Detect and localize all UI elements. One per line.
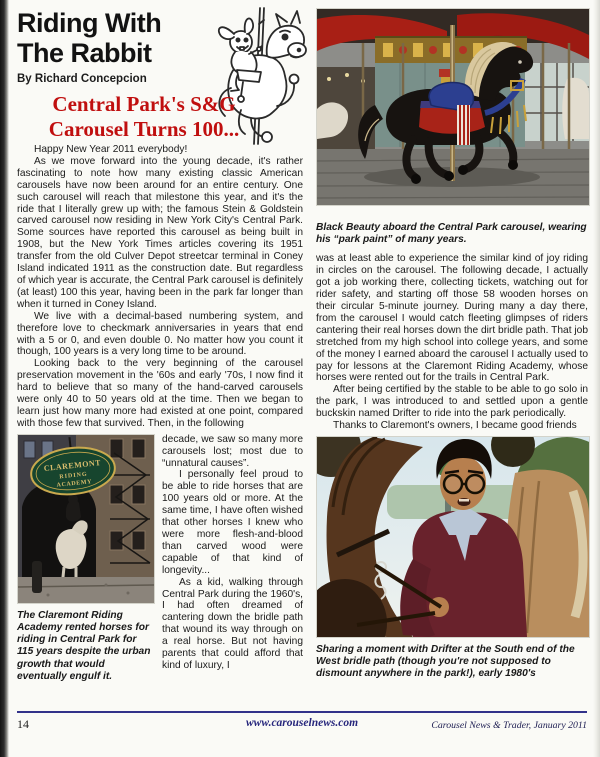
paragraph: We live with a decimal-based numbering system, and therefore love to checkmark anniversaries in years that end with a 5 or 0, and even double 0. No matter how you count it though, 100 years is a very long time to be around. <box>17 310 303 358</box>
column2-body <box>316 253 588 432</box>
paragraph: As a kid, walking through Central Park during the 1960's, I had often dreamed of cantering down the bridle path that wound its way through on a real horse. But not having parents that could afford that kind of luxury, I <box>162 576 303 671</box>
column1-body <box>17 144 303 430</box>
paragraph: Thanks to Claremont's owners, I became good friends <box>333 420 577 432</box>
paragraph: Happy New Year 2011 everybody! <box>34 144 188 155</box>
masthead <box>17 8 303 144</box>
footer-issue: Carousel News & Trader, January 2011 <box>431 720 587 731</box>
paragraph: As we move forward into the young decade, it's rather fascinating to note how many existing classic American carousels have now been around for an entire century. One such carousel will reach that milestone this year, and it's the ride that I literally grew up with; the famous Stein & Goldstein carved carousel now residing in New York City's Central Park. Some sources have reported this carousel as being built in 1908, but the New York Times articles covering its 1951 transfer from the old Culver Depot streetcar terminal in Coney Island indicated 1911 as the construction date. But regardless of which year is accurate, the Central Park carousel is definitely (at least) 100 this year, having been in the park far longer than when it turned in Coney Island. <box>17 155 303 310</box>
drifter-photo <box>316 436 590 638</box>
right-column <box>316 8 588 681</box>
byline: By Richard Concepcion <box>17 73 147 85</box>
paragraph: I personally feel proud to be able to ride horses that are 100 years old or more. At the same time, I have often wished that other horses I knew who were more flesh-and-blood than carved wood were capable of that kind of longevity... <box>162 469 303 576</box>
title-line-1: Riding With <box>17 8 162 38</box>
sign-text-academy: ACADEMY <box>56 478 93 489</box>
sign-text-riding: RIDING <box>59 471 88 481</box>
page-footer <box>17 711 587 732</box>
scan-right-edge <box>593 0 600 757</box>
photo-text-wrap <box>17 434 303 683</box>
black-beauty-carousel-photo <box>316 8 590 206</box>
section-heading-line-1: Central Park's S&G <box>52 92 236 116</box>
paragraph: decade, we saw so many more carousels lost; most due to “unnatural causes”. <box>162 433 303 469</box>
claremont-figure <box>17 434 153 683</box>
paragraph: Looking back to the very beginning of the carousel preservation movement in the '60s and early '70s, I now find it hard to believe that so many of the hand-carved carousels were only 40 to 50 years old at the time. Then we began to learn just how many more had existed at one point, compared with those few that survived. Then, in the following <box>17 358 303 429</box>
left-column <box>17 8 303 683</box>
claremont-riding-academy-photo <box>17 434 155 604</box>
black-beauty-caption: Black Beauty aboard the Central Park carousel, wearing his “park paint” of many years. <box>316 222 587 246</box>
section-heading-line-2: Carousel Turns 100... <box>48 117 240 141</box>
paragraph: After being certified by the stable to be able to go solo in the park, I was introduced to and settled upon a gentle buckskin named Drifter to ride into the park periodically. <box>316 384 588 420</box>
page-number: 14 <box>17 717 29 731</box>
narrow-text-column <box>162 434 303 683</box>
claremont-caption: The Claremont Riding Academy rented horses for riding in Central Park for 115 years despite the urban growth that would eventually engulf it. <box>17 609 151 682</box>
section-heading <box>17 92 271 142</box>
footer-website: www.carouselnews.com <box>245 717 359 729</box>
title-line-2: The Rabbit <box>17 38 152 68</box>
scan-left-edge <box>0 0 9 757</box>
sign-text-claremont: CLAREMONT <box>43 457 102 473</box>
paragraph: was at least able to experience the similar kind of joy riding in circles on the carousel. The following decade, I actually got a job working there, collecting tickets, watching out for rider safety, and starting off those 58 wooden horses on their circular 5-minute journey. During many a day there, from the carousel I would catch fleeting glimpses of riders cantering their real horses down the dirt bridle path. That job stretched from my high school into college years, and some of the money I earned aboard the carousel I actually used to pay for lessons at the Claremont Riding Academy, whose horses were rented out for the trails in Central Park. <box>316 253 588 384</box>
drifter-caption: Sharing a moment with Drifter at the South end of the West bridle path (though you're not supposed to dismount anywhere in the park!), early 1980's <box>316 644 575 680</box>
